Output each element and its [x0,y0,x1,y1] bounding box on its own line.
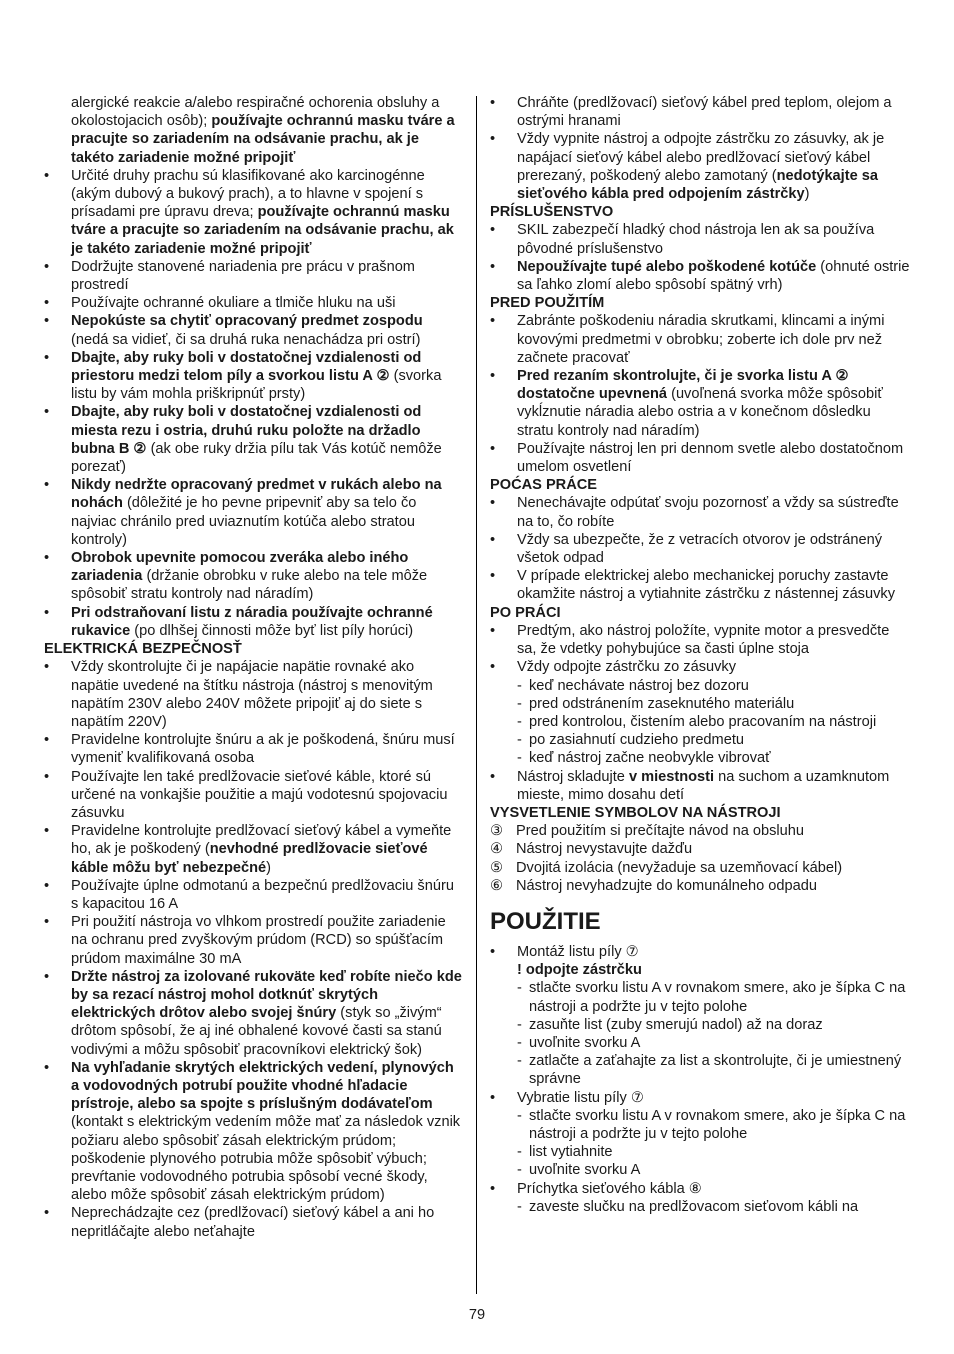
bullet-icon [490,1180,517,1198]
symbol-number: ④ [490,841,504,858]
list-item [44,312,464,348]
continued-paragraph [44,94,464,167]
text: ) [804,186,810,203]
dash-item: - uvoľnite svorku A [490,1161,910,1179]
text: Používajte len také predlžovacie sieťové káble, ktoré sú určené na vonkajšie použitie a majú vodotesnú spojovaciu zásuvku [71,768,448,821]
symbol-number: ⑥ [490,877,504,894]
dash-item: - list vytiahnite [490,1143,910,1161]
list-item [44,1059,464,1205]
text: na suchom a uzamknutom mieste, mimo dosahu detí [517,768,890,803]
list-item [490,94,910,130]
bold-text: Nepokúste sa chytiť opracovaný predmet zospodu [71,313,423,330]
section-heading-after-work: PO PRÁCI [490,604,561,621]
list-item [490,658,910,676]
list-item [490,1180,910,1198]
section-heading-symbols: VYSVETLENIE SYMBOLOV NA NÁSTROJI [490,804,781,821]
bullet-icon [44,258,71,276]
bullet-icon [490,94,517,112]
text: (uvoľnená svorka môže spôsobiť vykĺznutie náradia alebo ostria a v konečnom dôsledku stratu kontroly nad náradím) [517,386,883,439]
list-item [490,130,910,203]
list-item [44,549,464,604]
list-item [490,531,910,567]
list-item [490,567,910,603]
bullet-icon [490,258,517,276]
section-heading-accessories: PRÍSLUŠENSTVO [490,204,614,221]
bullet-icon [490,622,517,640]
dash-item: - pred kontrolou, čistením alebo pracovaním na nástroji [490,713,910,731]
text: Predtým, ako nástroj položíte, vypnite motor a presvedčte sa, že vdetky pohybujúce sa časti úplne stoja [517,622,890,658]
bullet-icon [44,294,71,312]
bullet-icon [44,822,71,840]
text: Vždy skontrolujte či je napájacie napätie rovnaké ako napätie uvedené na štítku nástroja (nástroj s menovitým napätím 230V alebo 240V môžete pripojiť aj do siete s napätím 220V) [71,659,433,730]
dash-item: - keď nástroj začne neobvykle vibrovať [490,749,910,767]
text: Nástroj skladujte [517,768,629,785]
text: Pri použití nástroja vo vlhkom prostredí použite zariadenie na ochranu pred zvyškovým prúdom (RCD) so spúšťacím prúdom maximálne 30 mA [71,914,446,967]
text: Neprechádzajte cez (predlžovací) sieťový kábel a ani ho nepritláčajte alebo neťahajte [71,1205,435,1240]
right-column [490,94,910,1216]
section-heading-before-use: PRED POUŽITÍM [490,295,605,312]
bold-text: Pred rezaním skontrolujte, či je svorka listu A ② dostatočne upevnená [517,368,849,403]
bold-text: používajte ochrannú masku tváre a pracujte so zariadením na odsávanie prachu, ak je takéto zariadenie možné pripojiť [71,204,454,257]
list-item [490,622,910,658]
bullet-icon [44,877,71,895]
bullet-icon [490,768,517,786]
list-item [44,476,464,549]
dash-item: - zasuňte list (zuby smerujú nadol) až na doraz [490,1016,910,1034]
section-heading-during-work: POĆAS PRÁCE [490,477,598,494]
symbol-number: ⑤ [490,859,504,876]
bullet-icon [490,494,517,512]
list-item [44,1204,464,1240]
bullet-icon [490,130,517,148]
bold-text: nedotýkajte sa sieťového kábla pred odpojením zástrčky [517,167,878,203]
text: Dodržujte stanovené nariadenia pre prácu v prašnom prostredí [71,258,415,294]
list-item [44,913,464,968]
list-item [490,943,910,961]
bold-text: Dbajte, aby ruky boli v dostatočnej vzdialenosti od priestoru medzi telom píly a svorkou listu A ② [71,349,422,385]
bullet-icon [44,658,71,676]
list-item [490,494,910,530]
dash-item: - uvoľnite svorku A [490,1034,910,1052]
bullet-icon [490,531,517,549]
bullet-icon [490,312,517,330]
bullet-icon [44,731,71,749]
list-item [44,731,464,767]
bold-text: Dbajte, aby ruky boli v dostatočnej vzdialenosti od miesta rezu i ostria, druhú ruku položte na držadlo bubna B ② [71,404,422,457]
bullet-icon [490,440,517,458]
list-item [44,167,464,258]
bold-text: Obrobok upevnite pomocou zveráka alebo iného zariadenia [71,550,409,585]
text: Príchytka sieťového kábla ⑧ [517,1180,702,1197]
text: Vždy vypnite nástroj a odpojte zástrčku zo zásuvky, ak je napájací sieťový kábel alebo predlžovací sieťový kábel prerezaný, poškodený alebo zamotaný ( [517,131,885,184]
warning-text: ! odpojte zástrčku [517,962,642,979]
dash-item: - stlačte svorku listu A v rovnakom smere, ako je šípka C na nástroji a podržte ju v tejto polohe [490,979,910,1015]
list-item [490,312,910,367]
text: Vždy sa ubezpečte, že z vetracích otvorov je odstránený všetok odpad [517,531,883,567]
list-item [490,768,910,804]
bullet-icon [490,221,517,239]
bullet-icon [44,349,71,367]
bullet-icon [44,167,71,185]
dash-item: - pred odstránením zaseknutého materiálu [490,695,910,713]
symbol-text: Dvojitá izolácia (nevyžaduje sa uzemňovací kábel) [516,859,843,876]
bold-text: Nikdy nedržte opracovaný predmet v rukách alebo na nohách [71,477,442,512]
text: Pravidelne kontrolujte predlžovací sieťový kábel a vymeňte ho, ak je poškodený ( [71,823,452,858]
text: (styk so „živým“ drôtom spôsobí, že aj iné obhalené kovové časti sa stanú vodivými a môžu spôsobiť pracovníkovi elektrický šok) [71,1005,442,1058]
bold-text: v miestnosti [628,768,715,785]
text: (kontakt s elektrickým vedením môže mať za následok vznik požiaru alebo spôsobiť zásah elektrickým prúdom; poškodenie plynového potrubia môže spôsobiť výbuch; prevŕtanie vodovodného potrubia spôsobí vecné škody, alebo môže spôsobiť zásah elektrickým prúdom) [71,1114,461,1204]
text: Zabránte poškodeniu náradia skrutkami, klincami a inými kovovými predmetmi v obrobku; zoberte ich dole prv než začnete pracovať [517,313,885,366]
text: (svorka listu by vám mohla priškripnúť prsty) [71,368,442,403]
bullet-icon [44,1204,71,1222]
text: (ohnuté ostrie sa ľahko zlomí alebo spôsobí spätný vrh) [517,258,910,294]
text: (nedá sa vidieť, či sa druhá ruka nenachádza pri ostrí) [71,331,421,348]
bold-text: Pri odstraňovaní listu z náradia používajte ochranné rukavice [71,604,433,639]
list-item [44,658,464,731]
symbol-item [490,859,910,877]
bullet-icon [490,658,517,676]
symbol-item [490,840,910,858]
bullet-icon [44,768,71,786]
list-item [490,440,910,476]
text: (po dlhšej činnosti môže byť list píly horúci) [130,622,414,639]
list-item [44,968,464,1059]
dash-item: - zatlačte a zaťahajte za list a skontrolujte, či je umiestnený správne [490,1052,910,1088]
list-item [44,294,464,312]
text: ) [266,859,272,876]
page-number: 79 [468,1307,486,1323]
dash-item: - zaveste slučku na predlžovacom sieťovom kábli na [490,1198,910,1216]
bold-text: Držte nástroj za izolované rukoväte keď robíte niečo kde by sa rezací nástroj mohol dotknúť skrytých elektrických drôtov alebo svojej šnúry [71,968,462,1022]
text: Používajte ochranné okuliare a tlmiče hluku na uši [71,295,396,312]
bullet-icon [490,943,517,961]
section-title-usage: POUŽITIE [490,907,601,935]
dash-item: - keď nechávate nástroj bez dozoru [490,677,910,695]
bold-text: Na vyhľadanie skrytých elektrických vedení, plynových a vodovodných potrubí použite vhodné hľadacie prístroje, alebo sa spojte s príslušným dodávateľom [71,1059,454,1113]
left-column [44,94,464,1241]
bullet-icon [490,367,517,385]
list-item [44,349,464,404]
bullet-icon [44,604,71,622]
list-item [44,258,464,294]
list-item [44,768,464,823]
bullet-icon [44,549,71,567]
text: (držanie obrobku v ruke alebo na tele môže spôsobiť stratu kontroly nad náradím) [71,568,428,603]
list-item [44,822,464,877]
symbol-number: ③ [490,823,504,840]
list-item [490,221,910,257]
text: Vybratie listu píly ⑦ [517,1089,644,1106]
bold-text: používajte ochrannú masku tváre a pracujte so zariadením na odsávanie prachu, ak je takéto zariadenie možné pripojiť [71,113,455,166]
bullet-icon [490,1089,517,1107]
list-item [490,1089,910,1107]
bullet-icon [490,567,517,585]
text: Pravidelne kontrolujte šnúru a ak je poškodená, šnúru musí vymeniť kvalifikovaná osoba [71,732,455,767]
text: Chráňte (predlžovací) sieťový kábel pred teplom, olejom a ostrými hranami [517,95,892,130]
text: Montáž listu píly ⑦ [517,943,639,960]
bullet-icon [44,312,71,330]
bullet-icon [44,1059,71,1077]
text: (dôležité je ho pevne pripevniť aby sa telo čo najviac chránilo pred uviaznutím kotúča alebo stratou kontroly) [71,495,417,548]
text: Nenechávajte odpútať svoju pozornosť a vždy sa sústreďte na to, čo robíte [517,495,899,530]
symbol-text: Pred použitím si prečítajte návod na obsluhu [516,823,804,840]
bold-text: Nepoužívajte tupé alebo poškodené kotúče [517,258,817,275]
text: Používajte nástroj len pri dennom svetle alebo dostatočnom umelom osvetlení [517,440,904,476]
text: Vždy odpojte zástrčku zo zásuvky [517,659,737,676]
list-item [490,258,910,294]
text: Používajte úplne odmotanú a bezpečnú predlžovaciu šnúru s kapacitou 16 A [71,877,454,912]
symbol-text: Nástroj nevyhadzujte do komunálneho odpadu [516,877,818,894]
list-item [44,403,464,476]
bullet-icon [44,913,71,931]
column-divider [476,96,477,1294]
list-item [44,604,464,640]
bullet-icon [44,476,71,494]
text: SKIL zabezpečí hladký chod nástroja len ak sa používa pôvodné príslušenstvo [517,222,875,257]
text: alergické reakcie a/alebo respiračné ochorenia obsluhy a okolostojacich osôb); [71,95,440,130]
text: V prípade elektrickej alebo mechanickej poruchy zastavte okamžite nástroj a vytiahnite zástrčku z nástennej zásuvky [517,568,895,603]
list-item [44,877,464,913]
symbol-text: Nástroj nevystavujte dažďu [516,841,693,858]
bullet-icon [44,968,71,986]
dash-item: - po zasiahnutí cudzieho predmetu [490,731,910,749]
list-item [490,367,910,440]
symbol-item [490,877,910,895]
bold-text: nevhodné predlžovacie sieťové káble môžu byť nebezpečné [71,841,428,876]
dash-item: - stlačte svorku listu A v rovnakom smere, ako je šípka C na nástroji a podržte ju v tejto polohe [490,1107,910,1143]
symbol-item [490,822,910,840]
text: (ak obe ruky držia pílu tak Vás kotúč nemôže porezať) [71,440,442,476]
text: Určité druhy prachu sú klasifikované ako karcinogénne (akým dubový a bukový prach), a to hlavne v spojení s prísadami pre úpravu dreva; [71,167,425,221]
bullet-icon [44,403,71,421]
section-heading-electrical-safety: ELEKTRICKÁ BEZPEČNOSŤ [44,641,242,658]
